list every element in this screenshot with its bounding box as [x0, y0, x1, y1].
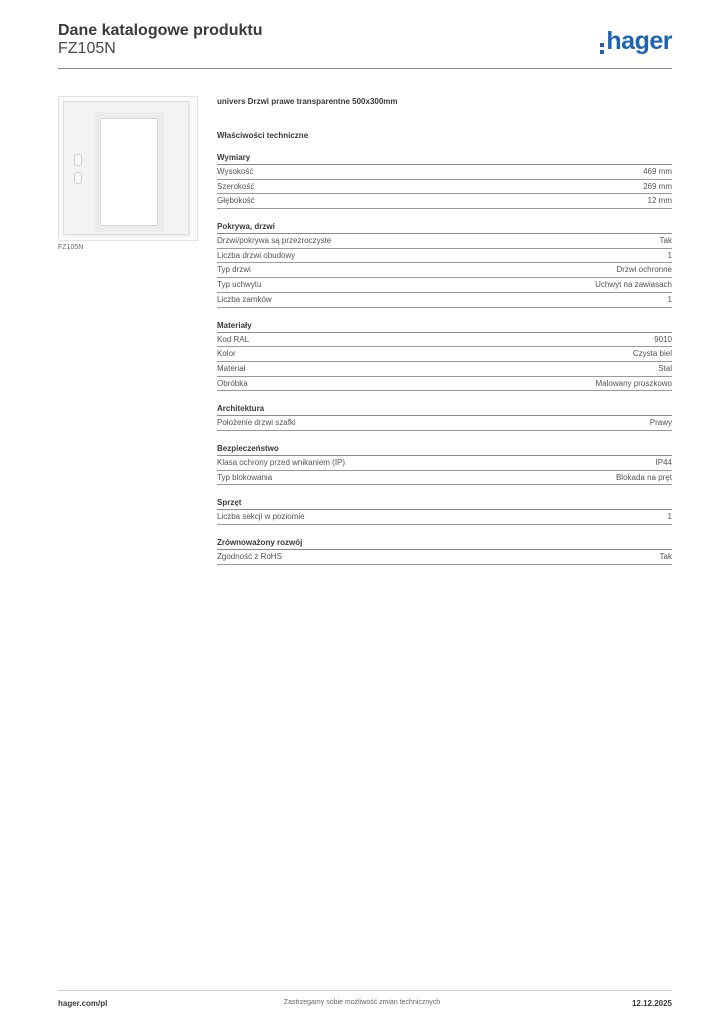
image-caption: FZ105N: [58, 244, 84, 251]
section-title: Materiały: [217, 319, 672, 333]
spec-section: [217, 151, 672, 209]
hager-logo[interactable]: [600, 27, 672, 55]
spec-label: Typ drzwi: [217, 265, 251, 275]
spec-content: [217, 96, 672, 576]
product-image: [58, 96, 198, 241]
spec-label: Typ uchwytu: [217, 280, 262, 290]
spec-section: [217, 220, 672, 307]
spec-label: Położenie drzwi szafki: [217, 418, 296, 428]
footer-divider: [58, 990, 672, 991]
spec-label: Kolor: [217, 349, 236, 359]
logo-dots-icon: [600, 43, 605, 54]
hinge-icon: [74, 172, 82, 184]
logo-text: hager: [606, 27, 672, 55]
spec-row: [217, 293, 672, 308]
spec-label: Typ blokowania: [217, 472, 273, 482]
page-title: Dane katalogowe produktu: [58, 22, 263, 39]
spec-row: [217, 333, 672, 348]
spec-row: [217, 510, 672, 525]
footer-disclaimer: Zastrzegamy sobie możliwość zmian technicznych: [283, 999, 441, 1006]
hinge-icon: [74, 154, 82, 166]
spec-value: IP44: [655, 457, 672, 467]
section-title: Pokrywa, drzwi: [217, 220, 672, 234]
header-divider: [58, 68, 672, 69]
spec-value: Uchwyt na zawiasach: [595, 280, 672, 290]
spec-row: [217, 377, 672, 392]
spec-label: Liczba sekcji w poziomie: [217, 512, 305, 522]
spec-value: Tak: [659, 236, 672, 246]
spec-value: Prawy: [649, 418, 672, 428]
spec-value: 1: [667, 250, 672, 260]
section-title: Wymiary: [217, 151, 672, 165]
spec-value: Malowany proszkowo: [595, 378, 672, 388]
spec-value: Tak: [659, 552, 672, 561]
spec-label: Liczba zamków: [217, 294, 272, 304]
spec-value: Drzwi ochronne: [616, 265, 672, 275]
spec-value: 1: [667, 294, 672, 304]
spec-row: [217, 165, 672, 180]
spec-value: 269 mm: [643, 181, 672, 191]
spec-value: 9010: [654, 334, 672, 344]
spec-value: 1: [667, 512, 672, 522]
spec-row: [217, 362, 672, 377]
product-title: univers Drzwi prawe transparentne 500x300mm: [217, 97, 398, 106]
spec-row: [217, 278, 672, 293]
spec-value: Blokada na pręt: [615, 472, 672, 482]
product-code: FZ105N: [58, 40, 116, 57]
spec-row: [217, 263, 672, 278]
footer-website-link[interactable]: hager.com/pl: [58, 999, 108, 1008]
footer-date: 12.12.2025: [631, 999, 672, 1008]
tech-properties-heading: Właściwości techniczne: [217, 131, 309, 140]
spec-row: [217, 249, 672, 264]
spec-section: [217, 536, 672, 565]
door-image: [63, 101, 189, 235]
spec-section: [217, 496, 672, 525]
spec-label: Drzwi/pokrywa są przezroczyste: [217, 236, 332, 246]
spec-value: 469 mm: [643, 167, 672, 176]
spec-label: Wysokość: [217, 167, 254, 176]
spec-row: [217, 456, 672, 471]
spec-label: Głębokość: [217, 196, 255, 206]
spec-section: [217, 442, 672, 485]
spec-row: [217, 194, 672, 209]
section-title: Sprzęt: [217, 496, 672, 510]
spec-value: 12 mm: [647, 196, 672, 206]
spec-label: Obróbka: [217, 378, 248, 388]
spec-label: Liczba drzwi obudowy: [217, 250, 296, 260]
spec-label: Szerokość: [217, 181, 255, 191]
spec-row: [217, 471, 672, 486]
spec-section: [217, 402, 672, 431]
spec-label: Zgodność z RoHS: [217, 552, 282, 561]
door-window: [94, 112, 164, 232]
spec-label: Materiał: [217, 363, 246, 373]
spec-value: Stal: [658, 363, 672, 373]
spec-row: [217, 347, 672, 362]
spec-label: Klasa ochrony przed wnikaniem (IP): [217, 457, 346, 467]
spec-section: [217, 319, 672, 392]
spec-value: Czysta biel: [632, 349, 672, 359]
section-title: Architektura: [217, 402, 672, 416]
section-title: Bezpieczeństwo: [217, 442, 672, 456]
spec-row: [217, 416, 672, 431]
spec-sections: [217, 151, 672, 565]
spec-row: [217, 234, 672, 249]
spec-row: [217, 550, 672, 565]
section-title: Zrównoważony rozwój: [217, 536, 672, 550]
spec-row: [217, 180, 672, 195]
spec-label: Kod RAL: [217, 334, 250, 344]
